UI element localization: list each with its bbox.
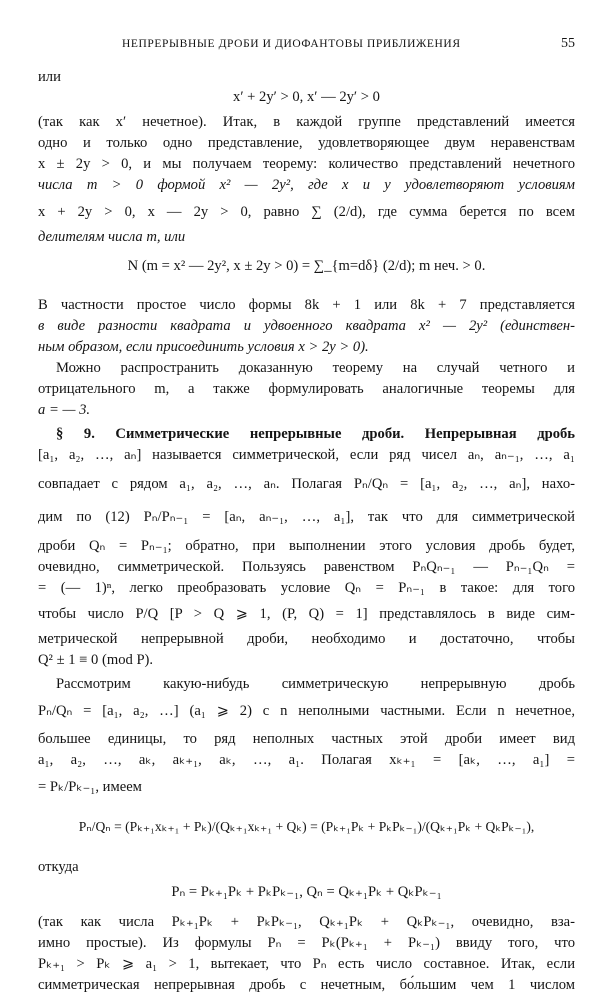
text-line: ным образом, если присоединить условия x > 2y > 0).	[38, 339, 369, 355]
text-line: совпадает с рядом a₁, a₂, …, aₙ. Полагая Pₙ/Qₙ = [a₁, a₂, …, aₙ], нахо-	[38, 476, 575, 492]
text-line: большее единицы, то ряд неполных частных этой дроби имеет вид	[38, 731, 575, 747]
page-header	[38, 36, 575, 56]
text-line: дроби Qₙ = Pₙ₋₁; обратно, при выполнении этого условия дробь будет,	[38, 538, 575, 554]
text-line: Pₙ/Qₙ = [a₁, a₂, …] (a₁ ⩾ 2) с n неполными частными. Если n нечетное,	[38, 703, 575, 719]
paragraph-start: Можно распространить доказанную теорему на случай четного и	[56, 360, 575, 376]
section-heading: § 9. Симметрические непрерывные дроби. Непрерывная дробь	[56, 426, 575, 442]
text-line: или	[38, 69, 61, 85]
paragraph-start: Рассмотрим какую-нибудь симметрическую непрерывную дробь	[56, 676, 575, 692]
running-head: НЕПРЕРЫВНЫЕ ДРОБИ И ДИОФАНТОВЫ ПРИБЛИЖЕНИЯ	[122, 38, 461, 50]
page-number: 55	[561, 36, 575, 51]
formula-representations-count: N (m = x² — 2y², x ± 2y > 0) = ∑_{m=dδ} (2/d); m неч. > 0.	[127, 258, 486, 274]
text-line: имно простые). Из формулы Pₙ = Pₖ(Pₖ₊₁ + Pₖ₋₁) ввиду того, что	[38, 935, 575, 951]
text-line: Pₖ₊₁ > Pₖ ⩾ a₁ > 1, вытекает, что Pₙ есть число составное. Итак, если	[38, 956, 575, 972]
text-line: чтобы число P/Q [P > Q ⩾ 1, (P, Q) = 1] представлялось в виде сим-	[38, 606, 575, 622]
text-line: в виде разности квадрата и удвоенного квадрата x² — 2y² (единствен-	[38, 318, 575, 334]
text-line: откуда	[38, 859, 79, 875]
theorem-line: числа m > 0 формой x² — 2y², где x и y удовлетворяют условиям	[38, 177, 575, 193]
formula-fraction-expansion: Pₙ/Qₙ = (Pₖ₊₁xₖ₊₁ + Pₖ)/(Qₖ₊₁xₖ₊₁ + Qₖ) = (Pₖ₊₁Pₖ + PₖPₖ₋₁)/(Qₖ₊₁Pₖ + QₖPₖ₋₁),	[78, 819, 535, 834]
text-line: Q² ± 1 ≡ 0 (mod P).	[38, 652, 154, 668]
formula-pn-qn: Pₙ = Pₖ₊₁Pₖ + PₖPₖ₋₁, Qₙ = Qₖ₊₁Pₖ + QₖPₖ₋₁	[171, 884, 442, 900]
text-line: (так как x′ нечетное). Итак, в каждой группе представлений имеется	[38, 114, 575, 130]
text-line: a = — 3.	[38, 402, 91, 418]
text-line: дим по (12) Pₙ/Pₙ₋₁ = [aₙ, aₙ₋₁, …, a₁], так что для симметрической	[38, 509, 575, 525]
text-line: a₁, a₂, …, aₖ, aₖ₊₁, aₖ, …, a₁. Полагая xₖ₊₁ = [aₖ, …, a₁] =	[38, 752, 575, 768]
text-line: симметрическая непрерывная дробь с нечетным, бо́льшим чем 1 числом	[38, 977, 575, 993]
formula-inequalities: x′ + 2y′ > 0, x′ — 2y′ > 0	[233, 89, 380, 105]
text-line: = Pₖ/Pₖ₋₁, имеем	[38, 779, 142, 795]
text-line: метрической непрерывной дроби, необходимо и достаточно, чтобы	[38, 631, 575, 647]
text-line: очевидно, симметрической. Пользуясь равенством PₙQₙ₋₁ — Pₙ₋₁Qₙ =	[38, 559, 575, 575]
theorem-line: делителям числа m, или	[38, 229, 186, 245]
text-line: x ± 2y > 0, и мы получаем теорему: количество представлений нечетного	[38, 156, 575, 172]
text-line: отрицательного m, а также формулировать аналогичные теоремы для	[38, 381, 575, 397]
text-line: = (— 1)ⁿ, легко преобразовать условие Qₙ = Pₙ₋₁ в такое: для того	[38, 580, 575, 596]
text-line: одно и только одно представление, удовлетворяющее двум неравенствам	[38, 135, 575, 151]
text-line: [a₁, a₂, …, aₙ] называется симметрической, если ряд чисел aₙ, aₙ₋₁, …, a₁	[38, 447, 575, 463]
text-line: В частности простое число формы 8k + 1 или 8k + 7 представляется	[38, 297, 575, 313]
text-line: (так как числа Pₖ₊₁Pₖ + PₖPₖ₋₁, Qₖ₊₁Pₖ + QₖPₖ₋₁, очевидно, вза-	[38, 914, 575, 930]
theorem-line: x + 2y > 0, x — 2y > 0, равно ∑ (2/d), где сумма берется по всем	[38, 204, 575, 220]
